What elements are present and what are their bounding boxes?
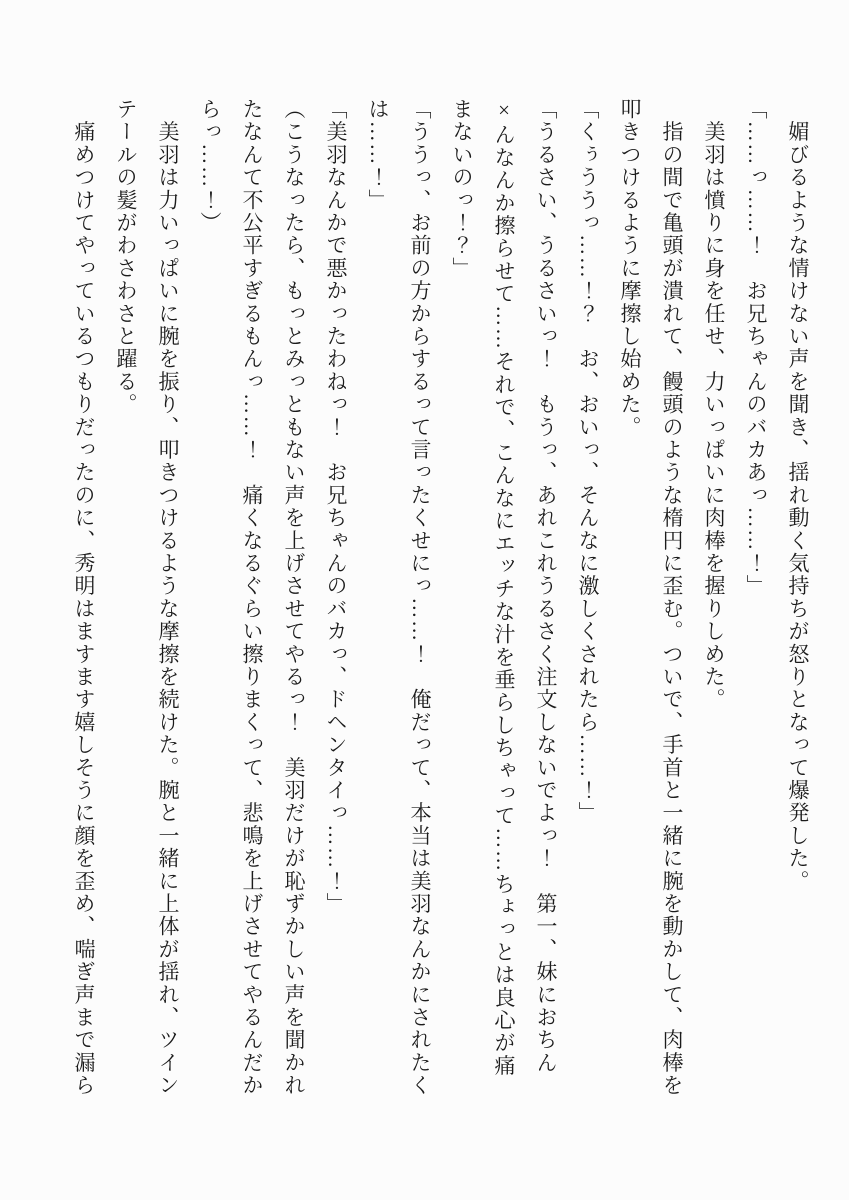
novel-paragraph: 美羽は力いっぱいに腕を振り、叩きつけるような摩擦を続けた。腕と一緒に上体が揺れ、ツインテールの髪がわさわさと躍る。 — [114, 98, 180, 1097]
novel-paragraph: 「くぅううっ……！？ お、おいっ、そんなに激しくされたら……！」 — [576, 98, 600, 825]
novel-paragraph: 媚びるような情けない声を聞き、揺れ動く気持ちが怒りとなって爆発した。 — [786, 98, 810, 893]
novel-paragraph: 「ううっ、お前の方からするって言ったくせにっ……！ 俺だって、本当は美羽なんかにされたくは……！」 — [366, 98, 432, 1097]
novel-paragraph: 「うるさい、うるさいっ！ もうっ、あれこれうるさく注文しないでよっ！ 第一、妹におちん×んなんか擦らせて……それで、こんなにエッチな汁を垂らしちゃって……ちょっとは良心が痛まないのっ！？」 — [450, 98, 558, 1078]
novel-paragraph: 「美羽なんかで悪かったわねっ！ お兄ちゃんのバカっ、ドヘンタイっ……！」 — [324, 98, 348, 916]
novel-paragraph: 痛めつけてやっているつもりだったのに、秀明はますます嬉しそうに顔を歪め、喘ぎ声まで漏ら — [72, 98, 96, 1097]
novel-paragraph: 指の間で亀頭が潰れて、饅頭のような楕円に歪む。ついで、手首と一緒に腕を動かして、肉棒を叩きつけるように摩擦し始めた。 — [618, 98, 684, 1097]
novel-paragraph: 美羽は憤りに身を任せ、力いっぱいに肉棒を握りしめた。 — [702, 98, 726, 711]
novel-text-block — [63, 98, 819, 1098]
novel-paragraph: 「……っ……！ お兄ちゃんのバカあっ……！」 — [744, 98, 768, 598]
novel-paragraph: （こうなったら、もっとみっともない声を上げさせてやるっ！ 美羽だけが恥ずかしい声を聞かれたなんて不公平すぎるもんっ……！ 痛くなるぐらい擦りまくって、悲鳴を上げさせてやるんだからっ……！） — [198, 98, 306, 1097]
